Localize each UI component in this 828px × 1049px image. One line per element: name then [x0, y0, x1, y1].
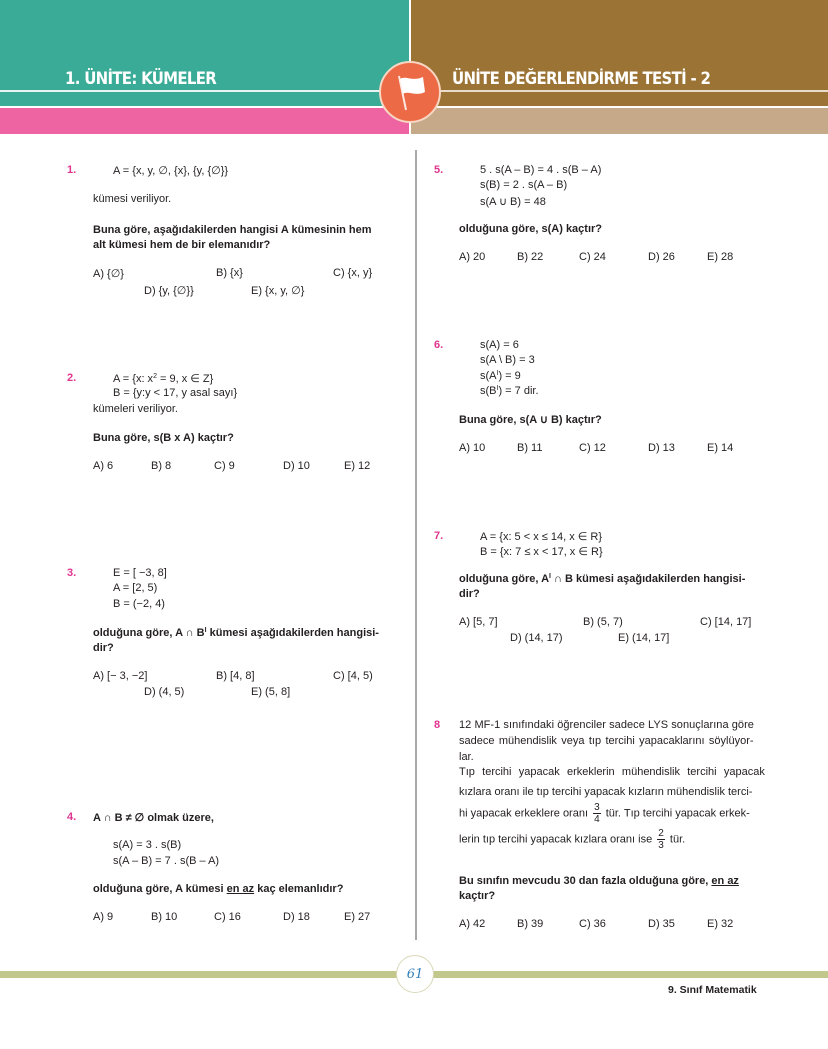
- question-number: 3.: [67, 567, 77, 579]
- option-e[interactable]: E) 27: [344, 911, 371, 923]
- option-e[interactable]: E) 14: [707, 442, 734, 454]
- paragraph-text: tür.: [669, 833, 686, 846]
- paragraph-line-3: lar.: [459, 751, 474, 763]
- prompt-text: kümesi aşağıdakilerden hangisi-: [206, 627, 379, 639]
- given-set: A = {x, y, ∅, {x}, {y, {∅}}: [113, 165, 229, 177]
- option-e[interactable]: E) 12: [344, 460, 371, 472]
- paragraph-line-1: 12 MF-1 sınıfındaki öğrenciler sadece LYS sonuçlarına göre: [459, 719, 754, 731]
- complement-mark: I: [204, 627, 207, 634]
- given-set-a: A = [2, 5): [113, 582, 158, 594]
- question-prompt-line-1: [459, 573, 745, 585]
- book-title: 9. Sınıf Matematik: [668, 984, 757, 996]
- option-d[interactable]: D) 10: [283, 460, 310, 472]
- given-text: A = {x: x: [113, 373, 154, 385]
- prompt-text: olduğuna göre, A: [459, 573, 550, 585]
- given-set-a: A = {x: 5 < x ≤ 14, x ∈ R}: [480, 531, 603, 543]
- option-a[interactable]: A) [5, 7]: [459, 616, 498, 628]
- option-b[interactable]: B) {x}: [216, 267, 243, 279]
- numerator: 3: [594, 802, 600, 813]
- option-b[interactable]: B) 22: [517, 251, 544, 263]
- given-text: ) = 9: [498, 370, 521, 382]
- paragraph-line-6: [459, 802, 750, 825]
- paragraph-text: tür. Tıp tercihi yapacak erkek-: [605, 807, 750, 820]
- complement-mark: I: [549, 573, 551, 580]
- option-b[interactable]: B) (5, 7): [583, 616, 623, 628]
- underlined-emphasis: en az: [711, 875, 739, 887]
- question-prompt-line-1: [93, 627, 379, 639]
- paragraph-line-5: kızlara oranı ile tıp tercihi yapacak kızların mühendislik terci-: [459, 786, 753, 798]
- option-c[interactable]: C) [4, 5): [333, 670, 373, 682]
- question-prompt: [93, 883, 343, 895]
- given-line-2: s(B) = 2 . s(A – B): [480, 179, 568, 191]
- given-line-1: 5 . s(A – B) = 4 . s(B – A): [480, 164, 602, 176]
- given-text: = 9, x ∈ Z}: [156, 373, 214, 385]
- given-line-4: [480, 385, 539, 397]
- option-c[interactable]: C) {x, y}: [333, 267, 373, 279]
- question-number: 6.: [434, 339, 444, 351]
- given-set-b: B = {x: 7 ≤ x < 17, x ∈ R}: [480, 546, 603, 558]
- underlined-emphasis: en az: [226, 883, 255, 895]
- given-line-1: s(A) = 3 . s(B): [113, 839, 182, 851]
- prompt-text: olduğuna göre, A kümesi: [93, 883, 227, 895]
- column-divider: [415, 150, 417, 940]
- given-set-a: [113, 372, 213, 385]
- question-prompt-line-2: dir?: [459, 588, 480, 600]
- given-set-b: B = (−2, 4): [113, 598, 165, 610]
- prompt-text: Bu sınıfın mevcudu 30 dan fazla olduğuna göre,: [459, 875, 712, 887]
- question-prompt-line-2: dir?: [93, 642, 114, 654]
- option-e[interactable]: E) 32: [707, 918, 734, 930]
- given-line-2: s(A \ B) = 3: [480, 354, 535, 366]
- question-prompt: Buna göre, s(A ∪ B) kaçtır?: [459, 414, 602, 426]
- option-e[interactable]: E) 28: [707, 251, 734, 263]
- option-e[interactable]: E) (5, 8]: [251, 686, 291, 698]
- fraction-three-quarters: [593, 802, 601, 825]
- question-prompt-line-2: kaçtır?: [459, 890, 496, 902]
- numerator: 2: [658, 828, 664, 839]
- option-b[interactable]: B) [4, 8]: [216, 670, 255, 682]
- page-header: [0, 0, 828, 134]
- fraction-two-thirds: [657, 828, 665, 851]
- option-a[interactable]: A) [− 3, −2]: [93, 670, 148, 682]
- prompt-text: olduğuna göre, A ∩ B: [93, 627, 205, 639]
- page-number: 61: [396, 955, 434, 993]
- question-prompt: olduğuna göre, s(A) kaçtır?: [459, 223, 603, 235]
- question-note: kümeleri veriliyor.: [93, 403, 178, 415]
- option-c[interactable]: C) 24: [579, 251, 606, 263]
- option-d[interactable]: D) 35: [648, 918, 675, 930]
- paragraph-line-2: sadece mühendislik veya tıp tercihi yapacaklarını söylüyor-: [459, 735, 754, 747]
- given-line-3: [480, 370, 521, 382]
- option-d[interactable]: D) 13: [648, 442, 675, 454]
- paragraph-text: lerin tıp tercihi yapacak kızlara oranı ise: [459, 833, 653, 846]
- prompt-text: ∩ B kümesi aşağıdakilerden hangisi-: [550, 573, 746, 585]
- option-a[interactable]: A) {∅}: [93, 268, 124, 280]
- option-d[interactable]: D) 18: [283, 911, 310, 923]
- paragraph-line-4: Tıp tercihi yapacak erkeklerin mühendislik tercihi yapacak: [459, 766, 765, 778]
- option-d[interactable]: D) 26: [648, 251, 675, 263]
- question-note: kümesi veriliyor.: [93, 193, 172, 205]
- option-c[interactable]: C) 12: [579, 442, 606, 454]
- option-e[interactable]: E) (14, 17]: [618, 632, 670, 644]
- header-band-tan: [411, 108, 828, 134]
- option-d[interactable]: D) (4, 5): [144, 686, 185, 698]
- question-number: 7.: [434, 530, 444, 542]
- question-number: 5.: [434, 164, 444, 176]
- question-prompt: Buna göre, s(B x A) kaçtır?: [93, 432, 234, 444]
- question-prompt-line-1: [459, 875, 739, 887]
- header-rule-left: [0, 90, 409, 92]
- given-line-2: s(A – B) = 7 . s(B – A): [113, 855, 220, 867]
- option-a[interactable]: A) 20: [459, 251, 486, 263]
- question-prompt-line-2: alt kümesi hem de bir elemanıdır?: [93, 239, 271, 251]
- header-rule-right: [411, 90, 828, 92]
- given-text: s(A: [480, 370, 497, 382]
- option-e[interactable]: E) {x, y, ∅}: [251, 285, 305, 297]
- option-c[interactable]: C) 36: [579, 918, 606, 930]
- question-number: 1.: [67, 164, 77, 176]
- unit-title: 1. ÜNİTE: KÜMELER: [65, 69, 217, 89]
- option-d[interactable]: D) {y, {∅}}: [144, 285, 194, 297]
- option-b[interactable]: B) 39: [517, 918, 544, 930]
- option-c[interactable]: C) [14, 17]: [700, 616, 752, 628]
- given-text: ) = 7 dir.: [498, 385, 539, 397]
- paragraph-text: hi yapacak erkeklere oranı: [459, 807, 589, 820]
- paragraph-line-7: [459, 828, 685, 851]
- option-d[interactable]: D) (14, 17): [510, 632, 563, 644]
- option-b[interactable]: B) 8: [151, 460, 172, 472]
- question-number: 2.: [67, 372, 77, 384]
- flag-icon: [390, 70, 430, 114]
- option-b[interactable]: B) 10: [151, 911, 178, 923]
- given-line-1: s(A) = 6: [480, 339, 519, 351]
- option-a[interactable]: A) 6: [93, 460, 114, 472]
- option-a[interactable]: A) 10: [459, 442, 486, 454]
- question-prompt-line-1: Buna göre, aşağıdakilerden hangisi A kümesinin hem: [93, 224, 372, 236]
- test-title: ÜNİTE DEĞERLENDİRME TESTİ - 2: [452, 69, 711, 89]
- header-band-pink: [0, 108, 409, 134]
- option-a[interactable]: A) 9: [93, 911, 114, 923]
- option-a[interactable]: A) 42: [459, 918, 486, 930]
- complement-mark: I: [496, 385, 499, 392]
- flag-badge: [379, 61, 441, 123]
- question-header: A ∩ B ≠ ∅ olmak üzere,: [93, 812, 214, 824]
- given-set-e: E = [ −3, 8]: [113, 567, 167, 579]
- question-number: 4.: [67, 811, 77, 823]
- denominator: 3: [658, 840, 664, 851]
- given-set-b: B = {y:y < 17, y asal sayı}: [113, 387, 238, 399]
- option-c[interactable]: C) 9: [214, 460, 235, 472]
- given-line-3: s(A ∪ B) = 48: [480, 196, 546, 208]
- given-text: s(B: [480, 385, 497, 397]
- exponent: 2: [153, 373, 157, 380]
- option-b[interactable]: B) 11: [517, 442, 543, 454]
- denominator: 4: [594, 814, 600, 825]
- prompt-text: kaç elemanlıdır?: [254, 883, 344, 895]
- complement-mark: I: [496, 370, 499, 377]
- question-number: 8: [434, 719, 441, 731]
- option-c[interactable]: C) 16: [214, 911, 241, 923]
